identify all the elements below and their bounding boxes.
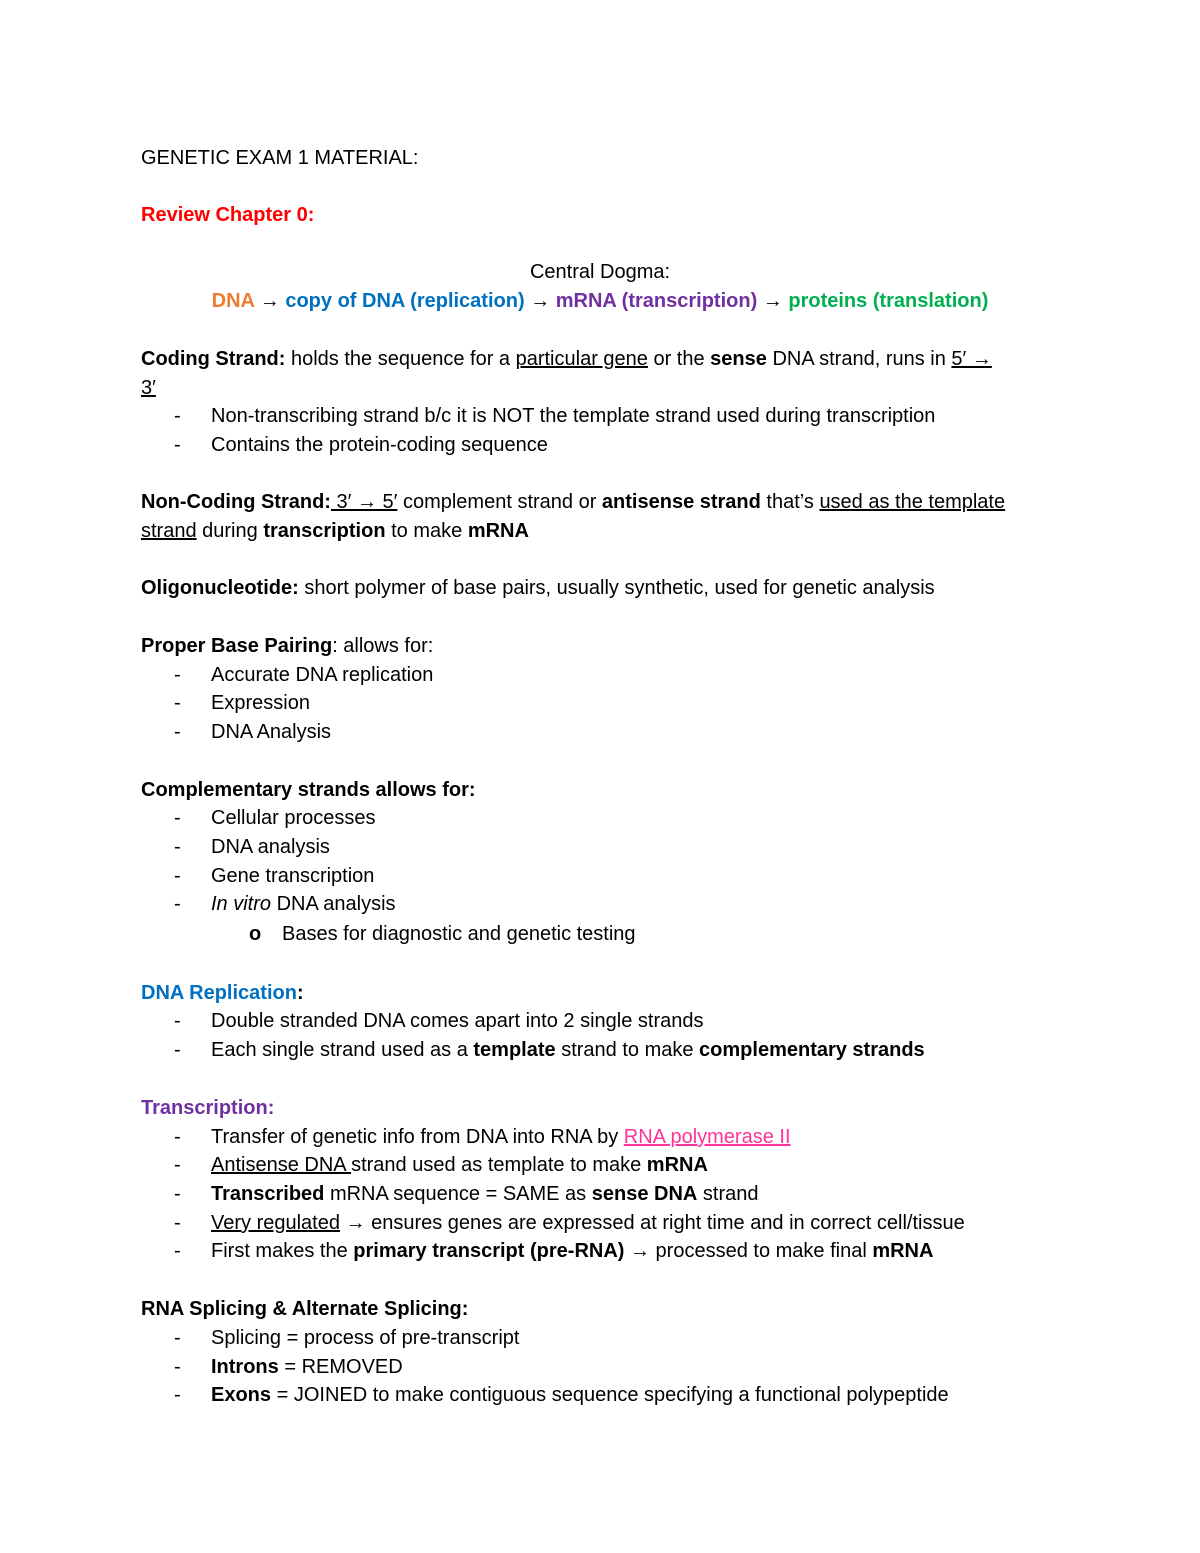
noncoding-text-bold: mRNA bbox=[467, 520, 529, 542]
bullet-dash: - bbox=[174, 1126, 181, 1148]
bullet-dash: - bbox=[174, 1039, 181, 1061]
pairing-term: Proper Base Pairing bbox=[141, 635, 333, 657]
page-title: GENETIC EXAM 1 MATERIAL: bbox=[141, 147, 419, 169]
text: Each single strand used as a bbox=[211, 1039, 474, 1061]
list-item: Non-transcribing strand b/c it is NOT the template strand used during transcription bbox=[211, 405, 936, 427]
noncoding-text: that’s bbox=[760, 491, 820, 513]
text-bold: primary transcript (pre-RNA) bbox=[353, 1240, 625, 1262]
list-item: Gene transcription bbox=[211, 865, 375, 887]
bullet-dash: - bbox=[174, 721, 181, 743]
list-item bbox=[211, 1036, 925, 1064]
noncoding-text: to make bbox=[385, 520, 468, 542]
noncoding-text-bold: antisense strand bbox=[601, 491, 761, 513]
coding-strand-definition bbox=[141, 345, 992, 373]
list-item bbox=[211, 1381, 949, 1409]
noncoding-strand-continued bbox=[141, 517, 529, 545]
text: = REMOVED bbox=[278, 1356, 403, 1378]
text: = JOINED to make contiguous sequence specifying a functional polypeptide bbox=[271, 1384, 949, 1406]
noncoding-text-underlined: used as the template bbox=[819, 491, 1006, 513]
text-bold: sense DNA bbox=[591, 1183, 698, 1205]
text: strand bbox=[697, 1183, 759, 1205]
text-bold: template bbox=[473, 1039, 556, 1061]
dogma-transcription: mRNA (transcription) bbox=[555, 290, 758, 312]
list-item: Accurate DNA replication bbox=[211, 664, 434, 686]
coding-text-underlined: particular gene bbox=[515, 348, 648, 370]
list-item: Expression bbox=[211, 692, 310, 714]
base-pairing-heading bbox=[141, 632, 433, 660]
bullet-dash: - bbox=[174, 836, 181, 858]
text: mRNA sequence = SAME as bbox=[324, 1183, 592, 1205]
splicing-heading: RNA Splicing & Alternate Splicing: bbox=[141, 1298, 469, 1320]
arrow-icon: → bbox=[762, 290, 783, 312]
list-item: Contains the protein-coding sequence bbox=[211, 434, 548, 456]
coding-direction-end: 3′ bbox=[141, 377, 156, 399]
list-item bbox=[211, 1209, 965, 1237]
noncoding-text-underlined: strand bbox=[141, 520, 197, 542]
noncoding-text-bold: transcription bbox=[263, 520, 386, 542]
coding-strand-term: Coding Strand: bbox=[141, 348, 286, 370]
list-item bbox=[211, 1180, 759, 1208]
bullet-dash: - bbox=[174, 1240, 181, 1262]
coding-text: DNA strand, runs in bbox=[766, 348, 952, 370]
coding-text: holds the sequence for a bbox=[285, 348, 516, 370]
text: strand used as template to make bbox=[351, 1154, 647, 1176]
text-bold: complementary strands bbox=[699, 1039, 925, 1061]
coding-direction: 5′ → bbox=[951, 348, 992, 370]
text-underlined: Very regulated bbox=[211, 1212, 340, 1234]
text-bold: Exons bbox=[211, 1384, 272, 1406]
noncoding-text: complement strand or bbox=[397, 491, 602, 513]
arrow-icon: → bbox=[259, 290, 280, 312]
list-item bbox=[211, 890, 396, 918]
bullet-dash: - bbox=[174, 664, 181, 686]
invitro-text: DNA analysis bbox=[271, 893, 396, 915]
complementary-heading: Complementary strands allows for: bbox=[141, 779, 476, 801]
bullet-dash: - bbox=[174, 807, 181, 829]
list-item bbox=[211, 1123, 791, 1151]
pairing-text: : allows for: bbox=[332, 635, 434, 657]
dna-replication-heading bbox=[141, 979, 304, 1007]
invitro-italic: In vitro bbox=[211, 893, 272, 915]
list-item bbox=[211, 1237, 933, 1265]
bullet-dash: - bbox=[174, 1212, 181, 1234]
text-bold: Transcribed bbox=[211, 1183, 325, 1205]
oligo-text: short polymer of base pairs, usually synthetic, used for genetic analysis bbox=[298, 577, 935, 599]
noncoding-term: Non-Coding Strand: bbox=[141, 491, 331, 513]
bullet-dash: - bbox=[174, 405, 181, 427]
text: strand to make bbox=[555, 1039, 700, 1061]
oligonucleotide-definition bbox=[141, 574, 935, 602]
noncoding-strand-definition bbox=[141, 488, 1005, 516]
coding-text-bold: sense bbox=[710, 348, 767, 370]
text-bold: mRNA bbox=[872, 1240, 934, 1262]
text-bold: mRNA bbox=[646, 1154, 708, 1176]
text: First makes the bbox=[211, 1240, 354, 1262]
list-item bbox=[211, 1151, 708, 1179]
list-item: Splicing = process of pre-transcript bbox=[211, 1327, 520, 1349]
dogma-replication: copy of DNA (replication) bbox=[285, 290, 525, 312]
sub-bullet-circle: o bbox=[249, 923, 262, 945]
transcription-heading: Transcription: bbox=[141, 1097, 275, 1119]
bullet-dash: - bbox=[174, 434, 181, 456]
bullet-dash: - bbox=[174, 1384, 181, 1406]
text-underlined: Antisense DNA bbox=[211, 1154, 352, 1176]
bullet-dash: - bbox=[174, 1327, 181, 1349]
text: Transfer of genetic info from DNA into RNA by bbox=[211, 1126, 624, 1148]
list-item: Cellular processes bbox=[211, 807, 376, 829]
central-dogma-flow bbox=[0, 287, 1200, 315]
text: → ensures genes are expressed at right time and in correct cell/tissue bbox=[339, 1212, 965, 1234]
replication-term: DNA Replication bbox=[141, 982, 297, 1004]
sub-list-item: Bases for diagnostic and genetic testing bbox=[282, 923, 636, 945]
coding-text: or the bbox=[647, 348, 711, 370]
list-item: DNA analysis bbox=[211, 836, 330, 858]
noncoding-direction: 3′ → 5′ bbox=[330, 491, 398, 513]
bullet-dash: - bbox=[174, 1154, 181, 1176]
bullet-dash: - bbox=[174, 1010, 181, 1032]
list-item: DNA Analysis bbox=[211, 721, 332, 743]
dogma-dna: DNA bbox=[211, 290, 255, 312]
bullet-dash: - bbox=[174, 1356, 181, 1378]
central-dogma-heading: Central Dogma: bbox=[529, 261, 671, 283]
bullet-dash: - bbox=[174, 1183, 181, 1205]
text: → processed to make final bbox=[624, 1240, 873, 1262]
list-item: Double stranded DNA comes apart into 2 single strands bbox=[211, 1010, 704, 1032]
arrow-icon: → bbox=[530, 290, 551, 312]
noncoding-text: during bbox=[196, 520, 264, 542]
rna-polymerase-text: RNA polymerase II bbox=[623, 1126, 791, 1148]
text-bold: Introns bbox=[211, 1356, 279, 1378]
bullet-dash: - bbox=[174, 692, 181, 714]
review-heading: Review Chapter 0: bbox=[141, 204, 315, 226]
bullet-dash: - bbox=[174, 865, 181, 887]
replication-colon: : bbox=[296, 982, 304, 1004]
dogma-translation: proteins (translation) bbox=[788, 290, 989, 312]
oligo-term: Oligonucleotide: bbox=[141, 577, 299, 599]
list-item bbox=[211, 1353, 403, 1381]
bullet-dash: - bbox=[174, 893, 181, 915]
